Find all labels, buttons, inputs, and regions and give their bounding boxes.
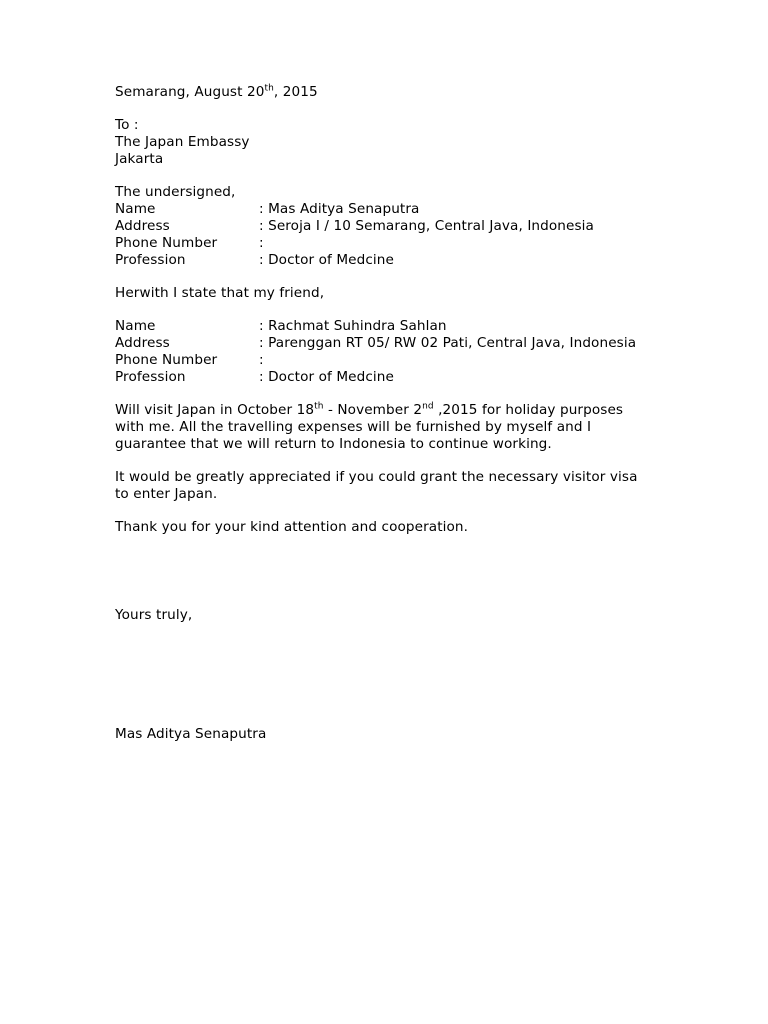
friend-heading: Herwith I state that my friend, bbox=[115, 285, 325, 301]
visit-part-1: Will visit Japan in October 18 bbox=[115, 402, 315, 418]
undersigned-field-row bbox=[115, 252, 655, 269]
signature-space bbox=[115, 640, 655, 726]
field-value: : Mas Aditya Senaputra bbox=[259, 201, 420, 217]
field-label: Phone Number bbox=[115, 235, 218, 251]
undersigned-block bbox=[115, 184, 655, 269]
to-label: To : bbox=[115, 117, 139, 133]
undersigned-field-row bbox=[115, 218, 655, 235]
friend-block bbox=[115, 318, 655, 386]
visit-paragraph bbox=[115, 402, 655, 453]
date-ordinal: th bbox=[264, 83, 274, 94]
closing-block bbox=[115, 607, 655, 624]
field-value: : bbox=[259, 352, 264, 368]
date-line bbox=[115, 84, 655, 101]
field-value: : bbox=[259, 235, 264, 251]
letter-body bbox=[115, 84, 655, 759]
field-label: Profession bbox=[115, 369, 186, 385]
field-value: : Rachmat Suhindra Sahlan bbox=[259, 318, 447, 334]
recipient-line-2: Jakarta bbox=[115, 151, 164, 167]
visit-ordinal-2: nd bbox=[422, 401, 434, 412]
date-year: , 2015 bbox=[273, 84, 318, 100]
field-label: Address bbox=[115, 218, 170, 234]
field-label: Phone Number bbox=[115, 352, 218, 368]
field-label: Address bbox=[115, 335, 170, 351]
date-city: Semarang, August 20 bbox=[115, 84, 265, 100]
undersigned-field-row bbox=[115, 201, 655, 218]
field-label: Name bbox=[115, 201, 156, 217]
visit-part-2: - November 2 bbox=[323, 402, 423, 418]
friend-heading-block bbox=[115, 285, 655, 302]
closing-salutation: Yours truly, bbox=[115, 607, 193, 623]
request-paragraph: It would be greatly appreciated if you could grant the necessary visitor visa to enter Japan. bbox=[115, 469, 638, 502]
signature-name: Mas Aditya Senaputra bbox=[115, 726, 267, 742]
recipient-block bbox=[115, 117, 655, 168]
visit-ordinal-1: th bbox=[314, 401, 324, 412]
friend-field-row bbox=[115, 318, 655, 335]
visit-part-3: ,2015 for holiday purposes with me. All the travelling expenses will be furnished by myself and I guarantee that we will return to Indonesia to continue working. bbox=[115, 402, 624, 452]
date-block bbox=[115, 84, 655, 101]
field-value: : Doctor of Medcine bbox=[259, 252, 394, 268]
friend-field-row bbox=[115, 369, 655, 386]
field-value: : Seroja I / 10 Semarang, Central Java, Indonesia bbox=[259, 218, 594, 234]
field-label: Name bbox=[115, 318, 156, 334]
thanks-paragraph: Thank you for your kind attention and cooperation. bbox=[115, 519, 469, 535]
field-label: Profession bbox=[115, 252, 186, 268]
recipient-line-1: The Japan Embassy bbox=[115, 134, 250, 150]
undersigned-field-row bbox=[115, 235, 655, 252]
closing-spacer bbox=[115, 552, 655, 607]
friend-field-row bbox=[115, 352, 655, 369]
signature-block bbox=[115, 726, 655, 743]
undersigned-heading: The undersigned, bbox=[115, 184, 236, 200]
field-value: : Parenggan RT 05/ RW 02 Pati, Central Java, Indonesia bbox=[259, 335, 637, 351]
field-value: : Doctor of Medcine bbox=[259, 369, 394, 385]
friend-field-row bbox=[115, 335, 655, 352]
